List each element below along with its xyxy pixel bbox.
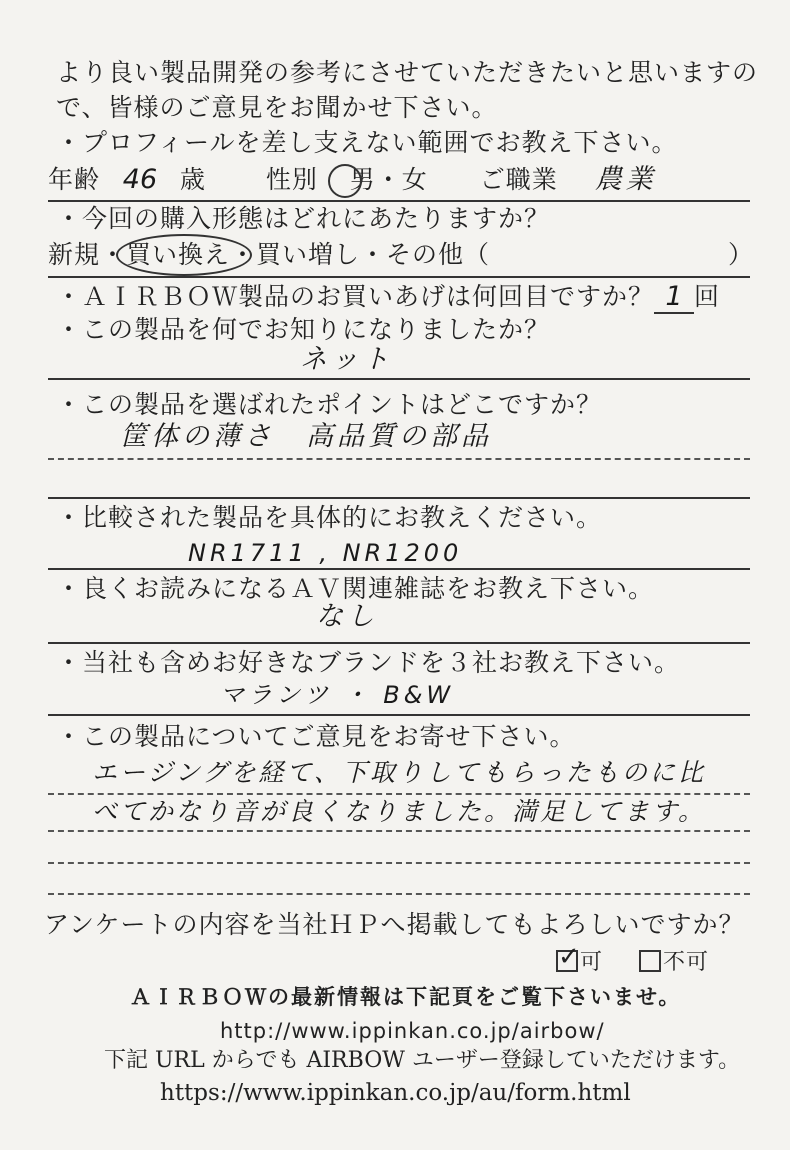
age-value: 46 bbox=[122, 164, 158, 195]
footer-url-2[interactable]: https://www.ippinkan.co.jp/au/form.html bbox=[160, 1080, 631, 1106]
purchase-count-unit: 回 bbox=[694, 282, 721, 311]
divider bbox=[48, 714, 750, 716]
publish-ok-label: 可 bbox=[580, 950, 604, 975]
magazine-question: ・良くお読みになるＡＶ関連雑誌をお教え下さい。 bbox=[56, 574, 655, 603]
sex-separator: ・ bbox=[375, 165, 402, 194]
purchase-count-question-text: ・ＡＩＲＢＯＷ製品のお買いあげは何回目ですか？ bbox=[56, 282, 655, 311]
opinion-answer-line-1: エージングを経て、下取りしてもらったものに比 bbox=[92, 758, 706, 787]
check-mark-icon: ✓ bbox=[558, 942, 581, 972]
dashed-line bbox=[48, 830, 750, 832]
job-label: ご職業 bbox=[479, 165, 558, 194]
dashed-line bbox=[48, 793, 750, 795]
sex-female: 女 bbox=[401, 165, 428, 194]
divider bbox=[48, 568, 750, 570]
magazine-answer: なし bbox=[316, 601, 378, 632]
dashed-line bbox=[48, 862, 750, 864]
compared-question: ・比較された製品を具体的にお教えください。 bbox=[56, 503, 603, 532]
footer-url-1[interactable]: http://www.ippinkan.co.jp/airbow/ bbox=[220, 1019, 605, 1043]
intro-line-1: より良い製品開発の参考にさせていただきたいと思いますの bbox=[56, 58, 759, 87]
publish-question: アンケートの内容を当社ＨＰへ掲載してもよろしいですか？ bbox=[44, 910, 745, 939]
publish-ng-checkbox[interactable] bbox=[639, 950, 661, 972]
purchase-type-options-text: 新規・買い換え・買い増し・その他（ bbox=[48, 240, 491, 269]
opinion-question: ・この製品についてご意見をお寄せ下さい。 bbox=[56, 722, 576, 751]
age-label: 年齢 bbox=[48, 165, 101, 194]
age-unit: 歳 bbox=[179, 165, 206, 194]
purchase-count-question bbox=[56, 282, 720, 314]
publish-ok-checkbox[interactable] bbox=[556, 942, 581, 972]
publish-options bbox=[556, 942, 710, 978]
purchase-type-close: ） bbox=[728, 240, 755, 269]
male-selected-circle bbox=[328, 164, 362, 198]
purchase-count-value: 1 bbox=[654, 282, 694, 314]
divider bbox=[48, 378, 750, 380]
publish-ng-label: 不可 bbox=[663, 950, 710, 975]
how-known-question: ・この製品を何でお知りになりましたか？ bbox=[56, 315, 551, 344]
job-value: 農業 bbox=[594, 164, 657, 195]
intro-line-2: で、皆様のご意見をお聞かせ下さい。 bbox=[56, 93, 498, 122]
how-known-answer: ネット bbox=[300, 344, 393, 375]
reason-answer: 筐体の薄さ 高品質の部品 bbox=[120, 421, 492, 452]
divider bbox=[48, 276, 750, 278]
reason-question: ・この製品を選ばれたポイントはどこですか？ bbox=[56, 390, 603, 419]
brands-question: ・当社も含めお好きなブランドを３社お教え下さい。 bbox=[56, 648, 681, 677]
profile-question: ・プロフィールを差し支えない範囲でお教え下さい。 bbox=[56, 128, 678, 157]
sex-label: 性別 bbox=[265, 165, 318, 194]
footer-info: ＡＩＲＢＯＷの最新情報は下記頁をご覧下さいませ。 bbox=[130, 985, 682, 1009]
dashed-line bbox=[48, 893, 750, 895]
purchase-type-question: ・今回の購入形態はどれにあたりますか？ bbox=[56, 204, 551, 233]
divider bbox=[48, 642, 750, 644]
sex-male: 男 bbox=[349, 165, 376, 194]
brands-answer: マランツ ・ B&W bbox=[220, 681, 455, 709]
divider bbox=[48, 200, 750, 202]
compared-answer: NR1711 , NR1200 bbox=[188, 539, 463, 567]
divider bbox=[48, 497, 750, 499]
dashed-line bbox=[48, 458, 750, 460]
opinion-answer-line-2: べてかなり音が良くなりました。満足してます。 bbox=[92, 797, 707, 826]
purchase-type-selected-circle bbox=[116, 234, 252, 276]
footer-register: 下記 URL からでも AIRBOW ユーザー登録していただけます。 bbox=[104, 1048, 741, 1073]
